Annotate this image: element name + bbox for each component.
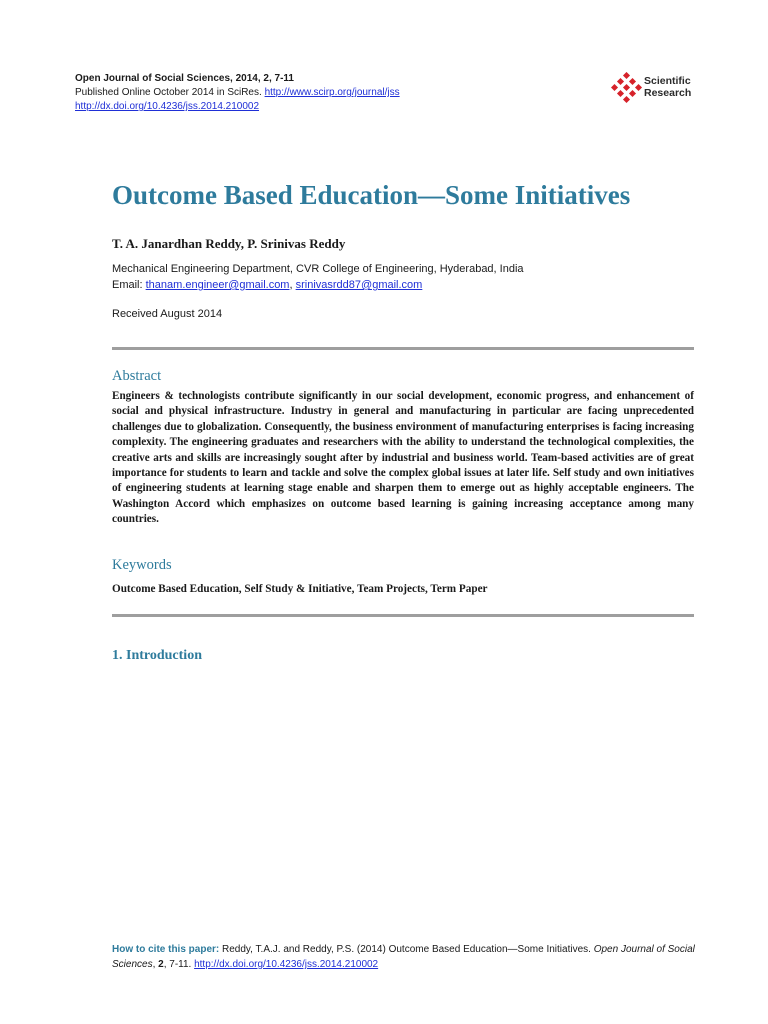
published-text: Published Online October 2014 in SciRes. <box>75 87 262 98</box>
email-line <box>112 277 524 293</box>
publisher-name-line2: Research <box>644 87 692 99</box>
citation-authors: Reddy, T.A.J. and Reddy, P.S. (2014) Outcome Based Education—Some Initiatives. <box>222 944 591 955</box>
abstract-heading: Abstract <box>112 368 162 384</box>
email-separator: , <box>289 279 293 291</box>
email-link-1[interactable]: thanam.engineer@gmail.com <box>145 279 290 291</box>
citation-doi-link[interactable]: http://dx.doi.org/10.4236/jss.2014.210002 <box>194 959 379 970</box>
received-date: Received August 2014 <box>112 308 223 320</box>
published-line <box>75 86 400 100</box>
affiliation: Mechanical Engineering Department, CVR College of Engineering, Hyderabad, India <box>112 263 524 275</box>
citation-journal: Open Journal of Social Sciences <box>112 944 695 970</box>
email-label: Email: <box>112 279 143 291</box>
affiliation-block <box>112 261 524 293</box>
scientific-research-logo-icon <box>611 72 643 104</box>
introduction-heading: 1. Introduction <box>112 648 202 663</box>
citation-label: How to cite this paper: <box>112 944 220 955</box>
divider-top <box>112 347 694 350</box>
abstract-text: Engineers & technologists contribute significantly in our social development, economic progress, and enhancement of social and physical infrastructure. Industry in general and manufacturing in particular are facing unprecedented challenges due to globalization. Consequently, the business environment of manufacturing enterprises is facing increasing complexity. The engineering graduates and researchers with the ability to understand the technological complexities, the creative arts and skills are increasingly sought after by industrial and business world. Team-based activities are of great importance for students to learn and tackle and solve the complex global issues at later life. Self study and own initiatives of engineering students at learning stage enable and sharpen them to emerge out as highly acceptable engineers. The Washington Accord which emphasizes on outcome based learning is gaining increasing acceptance among many countries. <box>112 390 694 526</box>
citation-footer: How to cite this paper: Reddy, T.A.J. and Reddy, P.S. (2014) Outcome Based Education—Some Initiatives. Open Journal of Social Sciences, 2, 7-11. http://dx.doi.org/10.4236/jss.2014.210002 <box>112 944 695 970</box>
publisher-name-line1: Scientific <box>644 75 691 87</box>
divider-bottom <box>112 614 694 617</box>
publisher-name <box>644 75 691 99</box>
citation-volume: 2 <box>158 959 164 970</box>
doi-line <box>75 100 400 114</box>
publisher-logo <box>611 72 701 104</box>
journal-url-link[interactable]: http://www.scirp.org/journal/jss <box>264 87 400 98</box>
doi-link[interactable]: http://dx.doi.org/10.4236/jss.2014.210002 <box>75 101 260 112</box>
paper-title: Outcome Based Education—Some Initiatives <box>112 180 631 210</box>
email-link-2[interactable]: srinivasrdd87@gmail.com <box>295 279 423 291</box>
keywords-text: Outcome Based Education, Self Study & Initiative, Team Projects, Term Paper <box>112 583 488 595</box>
journal-info <box>75 72 400 114</box>
journal-citation-line: Open Journal of Social Sciences, 2014, 2, 7-11 <box>75 73 294 84</box>
citation-pages: , 7-11. <box>163 959 192 970</box>
authors: T. A. Janardhan Reddy, P. Srinivas Reddy <box>112 236 346 251</box>
keywords-heading: Keywords <box>112 557 172 573</box>
